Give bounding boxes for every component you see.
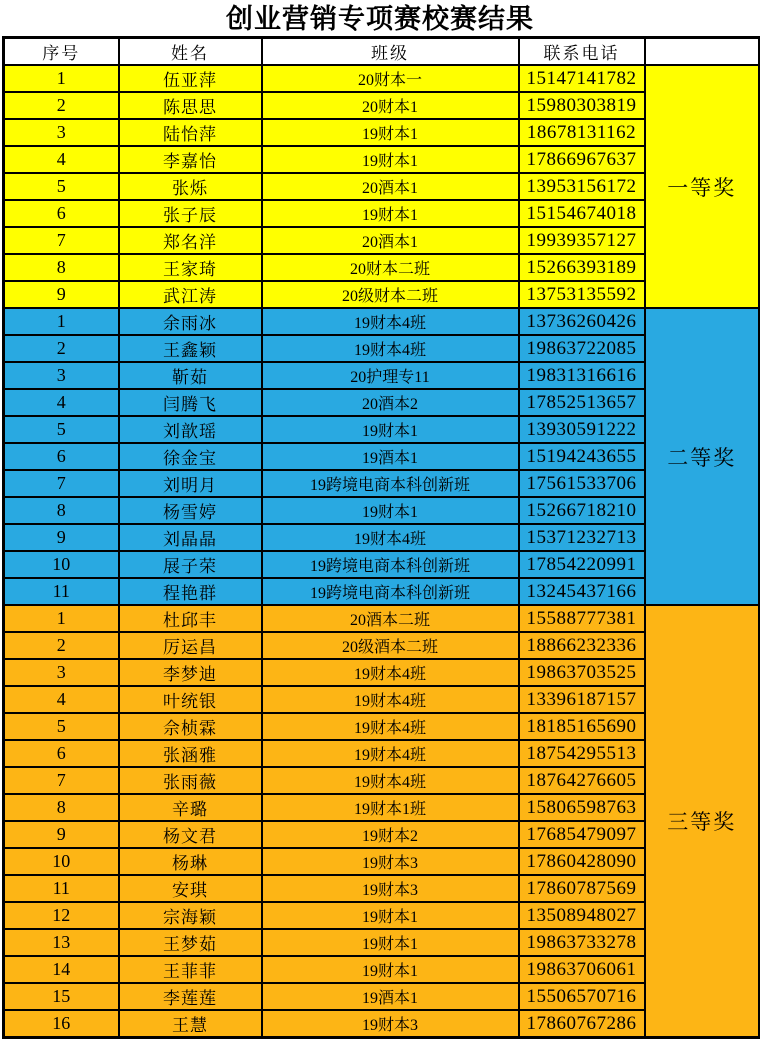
phone-number: 13953156172 [519, 173, 645, 200]
student-name: 程艳群 [119, 578, 262, 605]
class-name: 19财本4班 [262, 308, 519, 335]
student-name: 李梦迪 [119, 659, 262, 686]
award-label: 三等奖 [645, 605, 760, 1038]
row-number: 15 [4, 983, 119, 1010]
table-body [4, 65, 760, 1038]
student-name: 刘明月 [119, 470, 262, 497]
phone-number: 17866967637 [519, 146, 645, 173]
class-name: 19财本1 [262, 956, 519, 983]
row-number: 3 [4, 659, 119, 686]
phone-number: 18678131162 [519, 119, 645, 146]
row-number: 2 [4, 92, 119, 119]
phone-number: 18754295513 [519, 740, 645, 767]
class-name: 20级酒本二班 [262, 632, 519, 659]
row-number: 2 [4, 632, 119, 659]
row-number: 8 [4, 794, 119, 821]
phone-number: 19863703525 [519, 659, 645, 686]
student-name: 安琪 [119, 875, 262, 902]
phone-number: 17860767286 [519, 1010, 645, 1038]
student-name: 李嘉怡 [119, 146, 262, 173]
phone-number: 19863706061 [519, 956, 645, 983]
row-number: 10 [4, 551, 119, 578]
class-name: 20酒本2 [262, 389, 519, 416]
phone-number: 15154674018 [519, 200, 645, 227]
student-name: 辛璐 [119, 794, 262, 821]
student-name: 佘桢霖 [119, 713, 262, 740]
phone-number: 13396187157 [519, 686, 645, 713]
class-name: 19财本4班 [262, 524, 519, 551]
student-name: 宗海颖 [119, 902, 262, 929]
class-name: 20财本二班 [262, 254, 519, 281]
award-label: 一等奖 [645, 65, 760, 308]
class-name: 19跨境电商本科创新班 [262, 551, 519, 578]
row-number: 4 [4, 146, 119, 173]
class-name: 19财本1 [262, 119, 519, 146]
student-name: 王家琦 [119, 254, 262, 281]
row-number: 7 [4, 227, 119, 254]
phone-number: 17860787569 [519, 875, 645, 902]
class-name: 20酒本二班 [262, 605, 519, 632]
class-name: 19财本1 [262, 902, 519, 929]
class-name: 20财本一 [262, 65, 519, 92]
award-label: 二等奖 [645, 308, 760, 605]
class-name: 19跨境电商本科创新班 [262, 578, 519, 605]
class-name: 19财本1 [262, 497, 519, 524]
phone-number: 15194243655 [519, 443, 645, 470]
results-table [2, 36, 760, 1039]
phone-number: 15371232713 [519, 524, 645, 551]
table-row [4, 605, 760, 632]
class-name: 20酒本1 [262, 173, 519, 200]
phone-number: 15980303819 [519, 92, 645, 119]
header-cell-number: 序号 [4, 38, 119, 66]
row-number: 5 [4, 713, 119, 740]
row-number: 6 [4, 740, 119, 767]
table-header [4, 38, 760, 66]
class-name: 19财本3 [262, 1010, 519, 1038]
class-name: 19财本4班 [262, 659, 519, 686]
class-name: 20级财本二班 [262, 281, 519, 308]
phone-number: 19863733278 [519, 929, 645, 956]
class-name: 19财本3 [262, 848, 519, 875]
phone-number: 19939357127 [519, 227, 645, 254]
row-number: 4 [4, 686, 119, 713]
student-name: 张烁 [119, 173, 262, 200]
row-number: 5 [4, 416, 119, 443]
class-name: 19财本3 [262, 875, 519, 902]
phone-number: 15506570716 [519, 983, 645, 1010]
student-name: 闫腾飞 [119, 389, 262, 416]
student-name: 王鑫颖 [119, 335, 262, 362]
phone-number: 15147141782 [519, 65, 645, 92]
class-name: 19财本1班 [262, 794, 519, 821]
phone-number: 17860428090 [519, 848, 645, 875]
student-name: 刘晶晶 [119, 524, 262, 551]
class-name: 19酒本1 [262, 983, 519, 1010]
phone-number: 17561533706 [519, 470, 645, 497]
student-name: 余雨冰 [119, 308, 262, 335]
row-number: 9 [4, 821, 119, 848]
class-name: 19财本4班 [262, 767, 519, 794]
page-title: 创业营销专项赛校赛结果 [0, 0, 760, 36]
student-name: 张子辰 [119, 200, 262, 227]
class-name: 19酒本1 [262, 443, 519, 470]
student-name: 陈思思 [119, 92, 262, 119]
row-number: 6 [4, 200, 119, 227]
class-name: 19财本4班 [262, 686, 519, 713]
phone-number: 17852513657 [519, 389, 645, 416]
row-number: 7 [4, 767, 119, 794]
student-name: 杨文君 [119, 821, 262, 848]
student-name: 王菲菲 [119, 956, 262, 983]
student-name: 杨雪婷 [119, 497, 262, 524]
row-number: 11 [4, 578, 119, 605]
phone-number: 13508948027 [519, 902, 645, 929]
class-name: 19财本2 [262, 821, 519, 848]
student-name: 杨琳 [119, 848, 262, 875]
row-number: 1 [4, 605, 119, 632]
row-number: 8 [4, 254, 119, 281]
phone-number: 15266718210 [519, 497, 645, 524]
phone-number: 13753135592 [519, 281, 645, 308]
header-row [4, 38, 760, 66]
student-name: 张雨薇 [119, 767, 262, 794]
student-name: 杜邱丰 [119, 605, 262, 632]
student-name: 厉运昌 [119, 632, 262, 659]
row-number: 13 [4, 929, 119, 956]
phone-number: 15806598763 [519, 794, 645, 821]
table-row [4, 308, 760, 335]
row-number: 1 [4, 308, 119, 335]
row-number: 3 [4, 119, 119, 146]
class-name: 19财本1 [262, 416, 519, 443]
student-name: 靳茹 [119, 362, 262, 389]
phone-number: 15266393189 [519, 254, 645, 281]
student-name: 叶统银 [119, 686, 262, 713]
header-cell-class: 班级 [262, 38, 519, 66]
class-name: 19财本1 [262, 200, 519, 227]
header-cell-award-empty [645, 38, 760, 66]
row-number: 11 [4, 875, 119, 902]
phone-number: 13736260426 [519, 308, 645, 335]
class-name: 20酒本1 [262, 227, 519, 254]
student-name: 张涵雅 [119, 740, 262, 767]
phone-number: 17854220991 [519, 551, 645, 578]
row-number: 7 [4, 470, 119, 497]
class-name: 19财本4班 [262, 740, 519, 767]
phone-number: 19863722085 [519, 335, 645, 362]
student-name: 李莲莲 [119, 983, 262, 1010]
student-name: 徐金宝 [119, 443, 262, 470]
phone-number: 15588777381 [519, 605, 645, 632]
row-number: 3 [4, 362, 119, 389]
row-number: 9 [4, 524, 119, 551]
student-name: 王梦茹 [119, 929, 262, 956]
class-name: 19财本4班 [262, 335, 519, 362]
phone-number: 17685479097 [519, 821, 645, 848]
row-number: 4 [4, 389, 119, 416]
phone-number: 13930591222 [519, 416, 645, 443]
student-name: 展子荣 [119, 551, 262, 578]
row-number: 14 [4, 956, 119, 983]
header-cell-phone: 联系电话 [519, 38, 645, 66]
class-name: 19财本1 [262, 146, 519, 173]
class-name: 19跨境电商本科创新班 [262, 470, 519, 497]
row-number: 12 [4, 902, 119, 929]
header-cell-name: 姓名 [119, 38, 262, 66]
row-number: 9 [4, 281, 119, 308]
row-number: 2 [4, 335, 119, 362]
row-number: 16 [4, 1010, 119, 1038]
row-number: 5 [4, 173, 119, 200]
class-name: 20财本1 [262, 92, 519, 119]
row-number: 6 [4, 443, 119, 470]
student-name: 郑名洋 [119, 227, 262, 254]
class-name: 20护理专11 [262, 362, 519, 389]
student-name: 伍亚萍 [119, 65, 262, 92]
phone-number: 13245437166 [519, 578, 645, 605]
student-name: 武江涛 [119, 281, 262, 308]
phone-number: 18185165690 [519, 713, 645, 740]
table-row [4, 65, 760, 92]
row-number: 8 [4, 497, 119, 524]
student-name: 刘歆瑶 [119, 416, 262, 443]
student-name: 王慧 [119, 1010, 262, 1038]
class-name: 19财本4班 [262, 713, 519, 740]
class-name: 19财本1 [262, 929, 519, 956]
row-number: 1 [4, 65, 119, 92]
phone-number: 18866232336 [519, 632, 645, 659]
phone-number: 19831316616 [519, 362, 645, 389]
student-name: 陆怡萍 [119, 119, 262, 146]
phone-number: 18764276605 [519, 767, 645, 794]
row-number: 10 [4, 848, 119, 875]
